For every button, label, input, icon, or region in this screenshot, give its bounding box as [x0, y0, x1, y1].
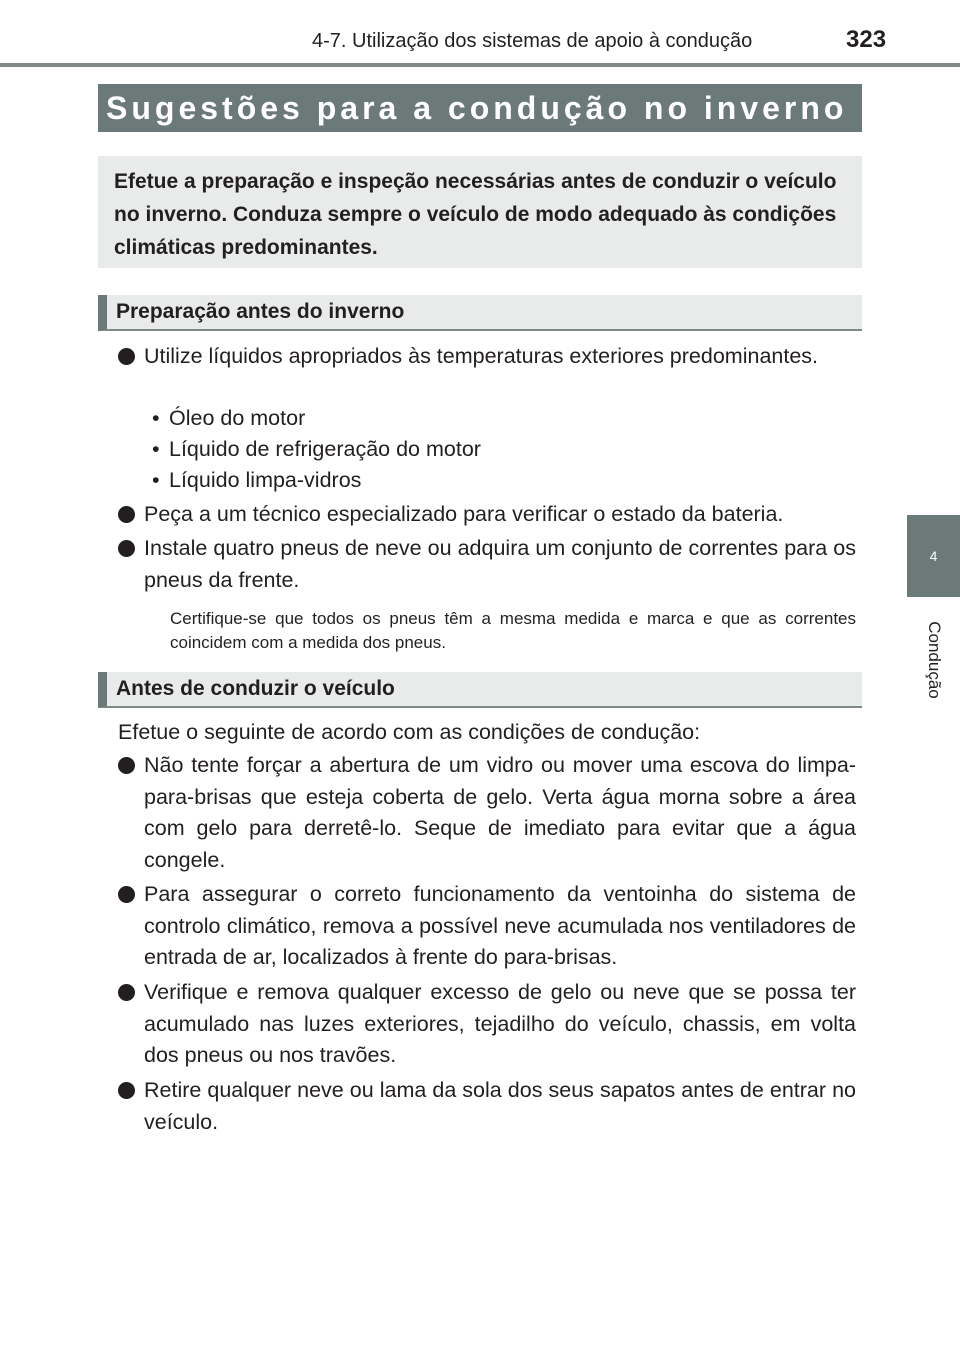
- list-item: [118, 879, 856, 974]
- page-number: 323: [846, 26, 887, 53]
- sub-list-item: [152, 403, 305, 434]
- bullet-icon: [118, 757, 135, 774]
- list-item-text: Instale quatro pneus de neve ou adquira um conjunto de correntes para os pneus da frente.: [144, 536, 856, 592]
- list-item-text: Verifique e remova qualquer excesso de gelo ou neve que se possa ter acumulado nas luzes exteriores, tejadilho do veículo, chassis, em volta dos pneus ou nos travões.: [144, 980, 856, 1067]
- sub-bullet-icon: •: [152, 468, 160, 492]
- section-heading-preparation: [98, 295, 862, 331]
- bullet-icon: [118, 984, 135, 1001]
- intro-box: [98, 156, 862, 268]
- sub-list-item-text: Óleo do motor: [169, 406, 306, 430]
- list-item: [118, 1075, 856, 1138]
- list-item-text: Para assegurar o correto funcionamento da ventoinha do sistema de controlo climático, remova a possível neve acumulada nos ventiladores de entrada de ar, localizados à frente do para-brisas.: [144, 882, 856, 969]
- list-item-text: Retire qualquer neve ou lama da sola dos seus sapatos antes de entrar no veículo.: [144, 1078, 856, 1134]
- chapter-tab-number: 4: [929, 548, 938, 564]
- bullet-icon: [118, 1082, 135, 1099]
- lead-text: Efetue o seguinte de acordo com as condições de condução:: [118, 720, 701, 744]
- list-item-text: Não tente forçar a abertura de um vidro ou mover uma escova do limpa-para-brisas que esteja coberta de gelo. Verta água morna sobre a área com gelo para derretê-lo. Seque de imediato para evitar que a água congele.: [144, 753, 856, 872]
- bullet-icon: [118, 540, 135, 557]
- list-item: [118, 341, 856, 373]
- list-item: [118, 977, 856, 1072]
- list-item: [118, 533, 856, 596]
- list-item-text: Peça a um técnico especializado para verificar o estado da bateria.: [144, 502, 784, 526]
- chapter-title: 4-7. Utilização dos sistemas de apoio à condução: [312, 30, 753, 52]
- section-heading-before-driving: [98, 672, 862, 708]
- sub-bullet-icon: •: [152, 406, 160, 430]
- page-title: [98, 84, 862, 132]
- intro-text: Efetue a preparação e inspeção necessárias antes de conduzir o veículo no inverno. Conduza sempre o veículo de modo adequado às condições climáticas predominantes.: [114, 170, 837, 259]
- list-item-text: Utilize líquidos apropriados às temperaturas exteriores predominantes.: [144, 344, 819, 368]
- page-title-text: Sugestões para a condução no inverno: [106, 89, 848, 126]
- bullet-icon: [118, 506, 135, 523]
- header-divider: [0, 63, 960, 67]
- note-text: Certifique-se que todos os pneus têm a mesma medida e marca e que as correntes coincidem com a medida dos pneus.: [170, 609, 856, 652]
- list-item: [118, 499, 856, 531]
- section-heading-text: Antes de conduzir o veículo: [116, 677, 395, 700]
- chapter-tab-label-text: Condução: [925, 621, 945, 699]
- sub-list-item: [152, 465, 361, 496]
- sub-list-item-text: Líquido limpa-vidros: [169, 468, 362, 492]
- chapter-tab[interactable]: [907, 515, 960, 597]
- list-item: [118, 750, 856, 876]
- bullet-icon: [118, 348, 135, 365]
- section-heading-text: Preparação antes do inverno: [116, 300, 405, 323]
- chapter-tab-label: [909, 610, 959, 710]
- sub-list-item: [152, 434, 481, 465]
- sub-list-item-text: Líquido de refrigeração do motor: [169, 437, 481, 461]
- sub-bullet-icon: •: [152, 437, 160, 461]
- bullet-icon: [118, 886, 135, 903]
